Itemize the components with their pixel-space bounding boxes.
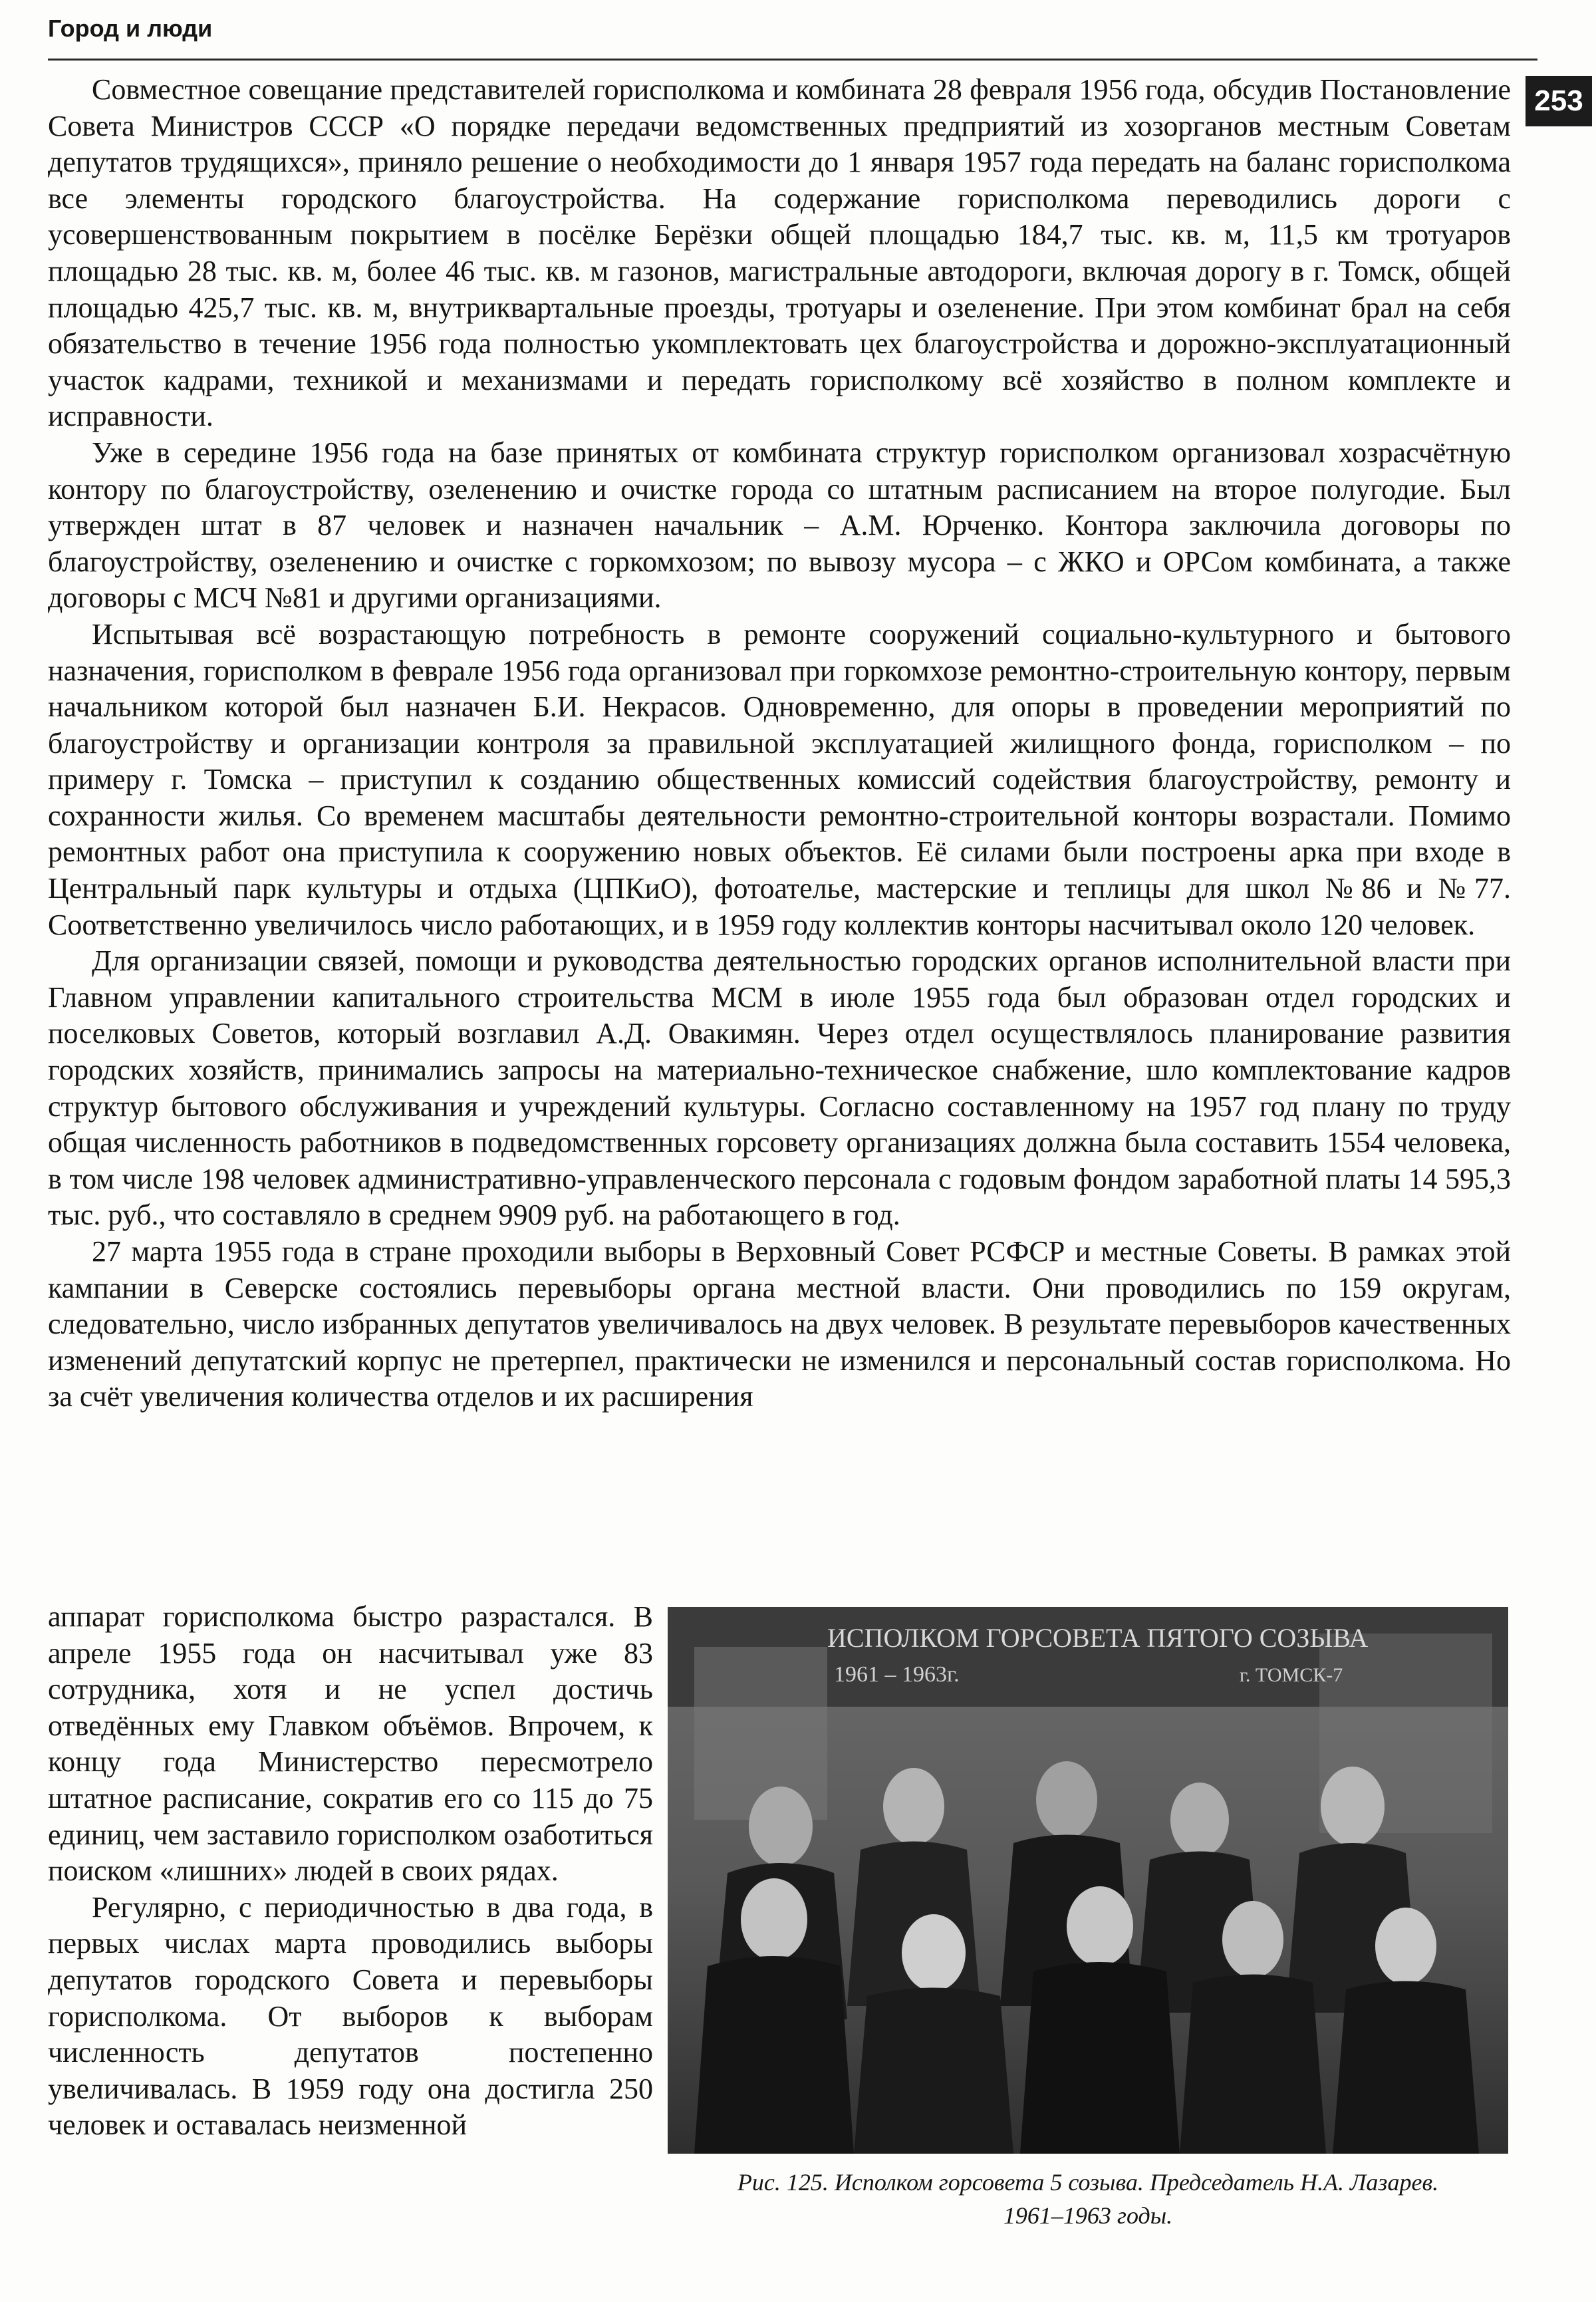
photo-banner-years: 1961 – 1963г. (834, 1662, 960, 1687)
caption-line-1: Рис. 125. Исполком горсовета 5 созыва. Председатель Н.А. Лазарев. (737, 2169, 1439, 2196)
group-photo (668, 1607, 1508, 2154)
paragraph-5-continued: аппарат горисполкома быстро разрастался. В апреле 1955 года он насчитывал уже 83 сотрудника, хотя и не успел достичь отведённых ему Главком объёмов. Впрочем, к концу года Министерство пересмотрело штатное расписание, сократив его со 115 до 75 единиц, чем заставило горисполком озаботиться поиском «лишних» людей в своих рядах. (48, 1600, 653, 1888)
paragraph-3: Испытывая всё возрастающую потребность в ремонте сооружений социально-культурного и бытового назначения, горисполком в феврале 1956 года организовал при горкомхозе ремонтно-строительную контору, первым начальником которой был назначен Б.И. Некрасов. Одновременно, для опоры в проведении мероприятий по благоустройству и организации контроля за правильной эксплуатацией жилищного фонда, горисполком – по примеру г. Томска – приступил к созданию общественных комиссий содействия благоустройству, ремонту и сохранности жилья. Со временем масштабы деятельности ремонтно-строительной конторы возрастали. Помимо ремонтных работ она приступила к сооружению новых объектов. Её силами были построены арка при входе в Центральный парк культуры и отдыха (ЦПКиО), фотоателье, мастерские и теплицы для школ №86 и №77. Соответственно увеличилось число работающих, и в 1959 году коллектив конторы насчитывал около 120 человек. (48, 617, 1511, 941)
paragraph-6: Регулярно, с периодичностью в два года, в первых числах марта проводились выборы депутатов городского Совета и перевыборы горисполкома. От выборов к выборам численность депутатов постепенно увеличивалась. В 1959 году она достигла 250 человек и оставалась неизменной (48, 1890, 653, 2142)
photo-caption (668, 2166, 1508, 2232)
page-number-badge: 253 (1526, 76, 1592, 126)
photo-banner-city: г. ТОМСК-7 (1240, 1664, 1343, 1686)
paragraph-5: 27 марта 1955 года в стране проходили выборы в Верховный Совет РСФСР и местные Советы. В рамках этой кампании в Северске состоялись перевыборы органа местной власти. Они проводились по 159 округам, следовательно, число избранных депутатов увеличивалось на двух человек. В результате перевыборов качественных изменений депутатский корпус не претерпел, практически не изменился и персональный состав горисполкома. Но за счёт увеличения количества отделов и их расширения (48, 1235, 1511, 1413)
caption-line-2: 1961–1963 годы. (1003, 2202, 1173, 2229)
paragraph-4: Для организации связей, помощи и руководства деятельностью городских органов исполнительной власти при Главном управлении капитального строительства МСМ в июле 1955 года был образован отдел городских и поселковых Советов, который возглавил А.Д. Овакимян. Через отдел осуществлялось планирование развития городских хозяйств, принимались запросы на материально-техническое снабжение, шло комплектование кадров структур бытового обслуживания и учреждений культуры. Согласно составленному на 1957 год плану по труду общая численность работников в подведомственных горсовету организациях должна была составить 1554 человека, в том числе 198 человек административно-управленческого персонала с годовым фондом заработной платы 14 595,3 тыс. руб., что составляло в среднем 9909 руб. на работающего в год. (48, 944, 1511, 1232)
photo-banner-text: ИСПОЛКОМ ГОРСОВЕТА ПЯТОГО СОЗЫВА (827, 1623, 1369, 1653)
group-photo-illustration (668, 1607, 1508, 2154)
paragraph-2: Уже в середине 1956 года на базе принятых от комбината структур горисполком организовал хозрасчётную контору по благоустройству, озеленению и очистке города со штатным расписанием на второе полугодие. Был утвержден штат в 87 человек и назначен начальник – А.М. Юрченко. Контора заключила договоры по благоустройству, озеленению и очистке с горкомхозом; по вывозу мусора – с ЖКО и ОРСом комбината, а также договоры с МСЧ №81 и другими организациями. (48, 436, 1511, 615)
main-text-column (48, 72, 1511, 1415)
header-rule (48, 59, 1537, 61)
wrapped-text-column (48, 1599, 653, 2144)
running-title: Город и люди (48, 15, 213, 42)
paragraph-1: Совместное совещание представителей горисполкома и комбината 28 февраля 1956 года, обсудив Постановление Совета Министров СССР «О порядке передачи ведомственных предприятий из хозорганов местным Советам депутатов трудящихся», приняло решение о необходимости до 1 января 1957 года передать на баланс горисполкома все элементы городского благоустройства. На содержание горисполкома переводились дороги с усовершенствованным покрытием в посёлке Берёзки общей площадью 184,7 тыс. кв. м, 11,5 км тротуаров площадью 28 тыс. кв. м, более 46 тыс. кв. м газонов, магистральные автодороги, включая дорогу в г. Томск, общей площадью 425,7 тыс. кв. м, внутриквартальные проезды, тротуары и озеленение. При этом комбинат брал на себя обязательство в течение 1956 года полностью укомплектовать цех благоустройства и дорожно-эксплуатационный участок кадрами, техникой и механизмами и передать горисполкому всё хозяйство в полном комплекте и исправности. (48, 73, 1511, 433)
